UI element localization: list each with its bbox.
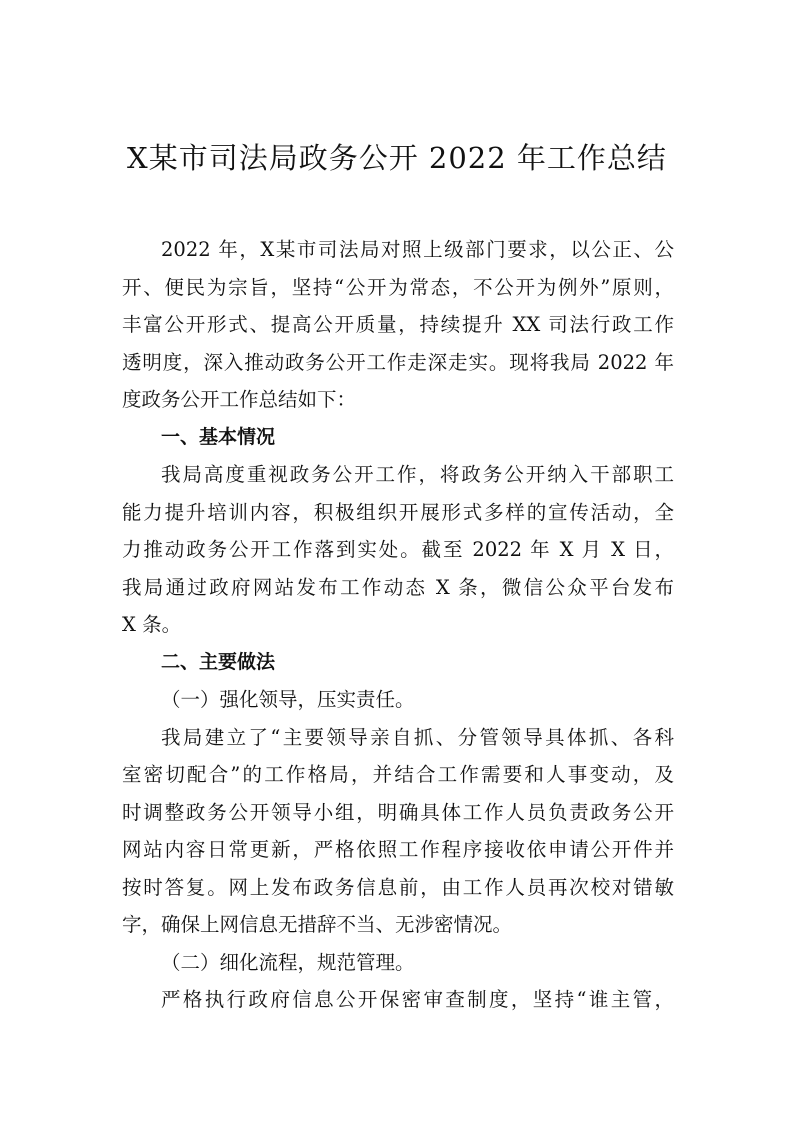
paragraph-line: 严格执行政府信息公开保密审查制度，坚持“谁主管， bbox=[161, 988, 674, 1011]
subsection-heading: （二）细化流程，规范管理。 bbox=[161, 950, 415, 974]
paragraph-line: 力推动政务公开工作落到实处。截至 2022 年 X 月 X 日， bbox=[122, 538, 674, 561]
paragraph-line: 能力提升培训内容，积极组织开展形式多样的宣传活动，全 bbox=[122, 500, 674, 524]
paragraph-line: 字，确保上网信息无措辞不当、无涉密情况。 bbox=[122, 913, 513, 936]
section-heading: 二、主要做法 bbox=[161, 650, 276, 673]
paragraph-line: 度政务公开工作总结如下： bbox=[122, 388, 357, 411]
paragraph-line: 开、便民为宗旨，坚持“公开为常态，不公开为例外”原则， bbox=[122, 275, 674, 299]
paragraph-line: 按时答复。网上发布政务信息前，由工作人员再次校对错敏 bbox=[122, 875, 674, 899]
paragraph-line: 丰富公开形式、提高公开质量，持续提升 XX 司法行政工作 bbox=[122, 313, 674, 336]
paragraph-line: 网站内容日常更新，严格依照工作程序接收依申请公开件并 bbox=[122, 838, 674, 861]
paragraph-line: 我局高度重视政务公开工作，将政务公开纳入干部职工 bbox=[161, 463, 674, 486]
paragraph-line: 透明度，深入推动政务公开工作走深走实。现将我局 2022 年 bbox=[122, 350, 674, 374]
document-title: X某市司法局政务公开 2022 年工作总结 bbox=[127, 141, 667, 175]
paragraph-line: X 条。 bbox=[122, 613, 182, 636]
paragraph-line: 2022 年，X某市司法局对照上级部门要求，以公正、公 bbox=[161, 238, 674, 261]
section-heading: 一、基本情况 bbox=[161, 425, 276, 448]
subsection-heading: （一）强化领导，压实责任。 bbox=[161, 688, 415, 711]
document-body bbox=[122, 231, 674, 1019]
paragraph-line: 我局建立了“主要领导亲自抓、分管领导具体抓、各科 bbox=[161, 725, 674, 749]
paragraph-line: 室密切配合”的工作格局，并结合工作需要和人事变动，及 bbox=[122, 763, 674, 786]
paragraph-line: 我局通过政府网站发布工作动态 X 条，微信公众平台发布 bbox=[122, 575, 674, 599]
paragraph-line: 时调整政务公开领导小组，明确具体工作人员负责政务公开 bbox=[122, 800, 674, 824]
